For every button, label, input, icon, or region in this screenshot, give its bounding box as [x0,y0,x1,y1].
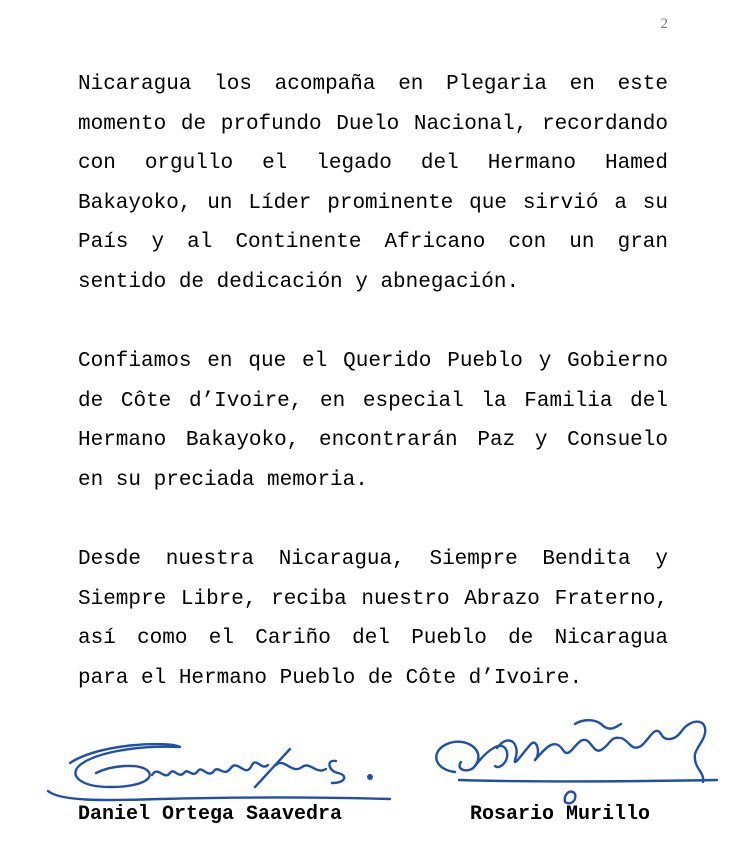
paragraph-greeting: Desde nuestra Nicaragua, Siempre Bendita y Siempre Libre, reciba nuestro Abrazo Fraterno, así como el Cariño del Pueblo de Nicaragua para el Hermano Pueblo de Côte d’Ivoire. [78,548,668,690]
signature-murillo-icon [425,710,725,810]
page-number: 2 [660,16,668,32]
signer-name-murillo: Rosario Murillo [470,803,651,826]
signature-ortega-icon [40,735,400,810]
paragraph-condolence: Nicaragua los acompaña en Plegaria en este momento de profundo Duelo Nacional, recordando con orgullo el legado del Hermano Hamed Bakayoko, un Líder prominente que sirvió a su País y al Continente Africano con un gran sentido de dedicación y abnegación. [78,73,668,294]
paragraph-trust: Confiamos en que el Querido Pueblo y Gobierno de Côte d’Ivoire, en especial la Familia del Hermano Bakayoko, encontrarán Paz y Consuelo en su preciada memoria. [78,350,668,492]
letter-body [78,65,668,738]
signer-name-ortega: Daniel Ortega Saavedra [78,803,343,826]
